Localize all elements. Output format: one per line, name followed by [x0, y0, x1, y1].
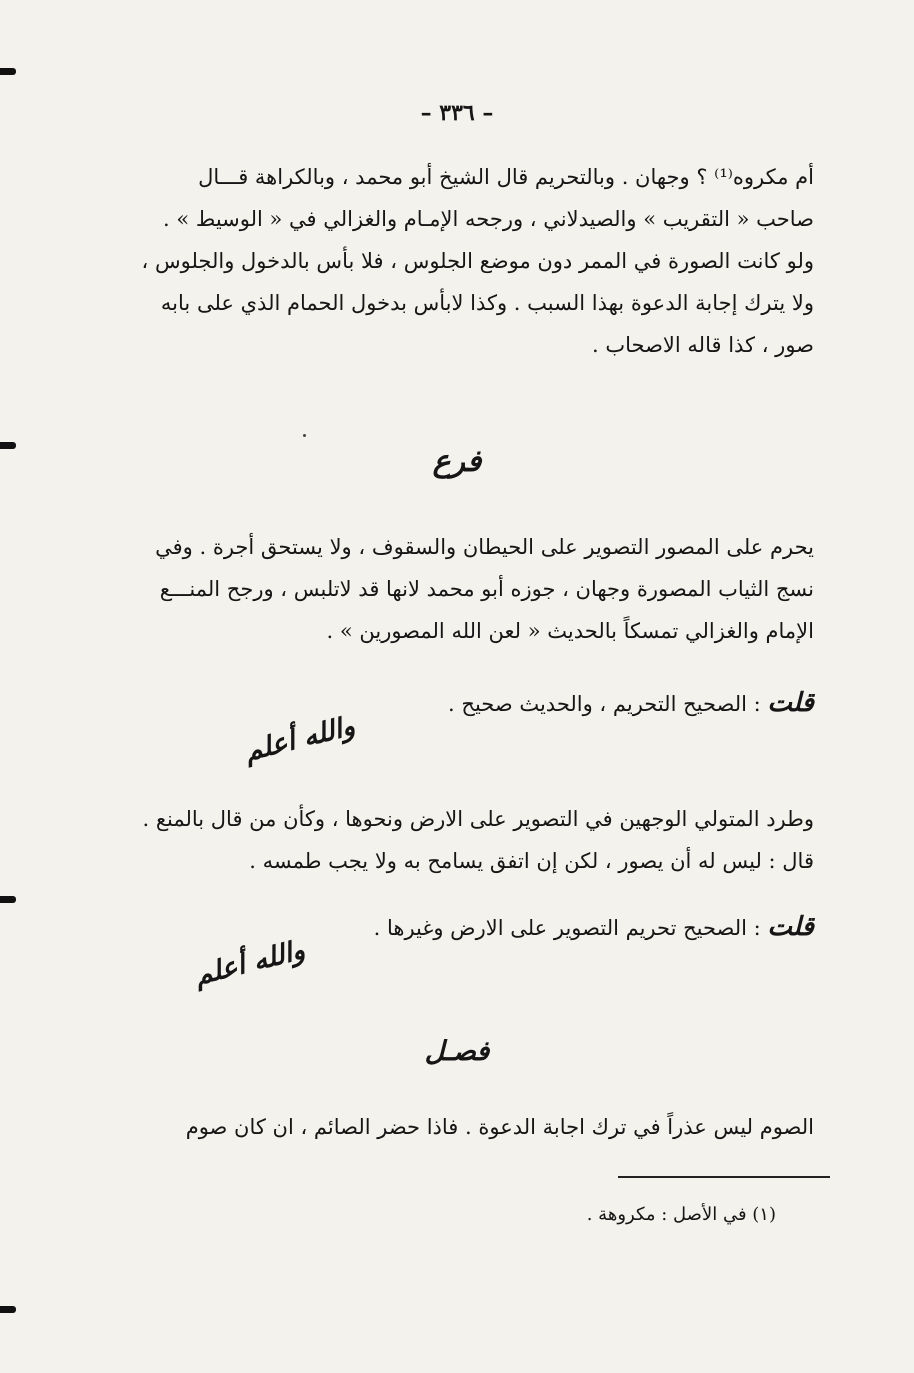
text-line: صور ، كذا قاله الاصحاب . [592, 333, 814, 357]
qult-label: قلت [767, 688, 814, 718]
text-line: أم مكروه⁽¹⁾ ؟ وجهان . وبالتحريم قال الشيخ أبو محمد ، وبالكراهة قـــال [198, 165, 814, 189]
text-line: وطرد المتولي الوجهين في التصوير على الارض ونحوها ، وكأن من قال بالمنع . [142, 807, 814, 831]
text-line: الصوم ليس عذراً في ترك اجابة الدعوة . فاذا حضر الصائم ، ان كان صوم [185, 1115, 814, 1139]
paragraph-3 [96, 798, 814, 882]
text-line: ولا يترك إجابة الدعوة بهذا السبب . وكذا لابأس بدخول الحمام الذي على بابه [160, 291, 814, 315]
text-line: قال : ليس له أن يصور ، لكن إن اتفق يسامح به ولا يجب طمسه . [249, 849, 814, 873]
text-line: نسج الثياب المصورة وجهان ، جوزه أبو محمد لانها قد لاتلبس ، ورجح المنـــع [159, 577, 814, 601]
page-number: – ٣٣٦ – [420, 100, 494, 126]
ink-speck [303, 434, 306, 437]
text-line: صاحب « التقريب » والصيدلاني ، ورجحه الإمـام والغزالي في « الوسيط » . [163, 207, 814, 231]
qult-text: : الصحيح التحريم ، والحديث صحيح . [448, 692, 761, 716]
paragraph-4 [96, 1106, 814, 1148]
qult-label: قلت [767, 912, 814, 942]
edge-mark [0, 896, 16, 903]
qult-statement-2 [374, 912, 814, 942]
qult-statement-1 [448, 688, 814, 718]
edge-mark [0, 68, 16, 75]
paragraph-1 [96, 156, 814, 366]
edge-mark [0, 1306, 16, 1313]
text-line: يحرم على المصور التصوير على الحيطان والسقوف ، ولا يستحق أجرة . وفي [155, 535, 814, 559]
closing-formula: والله أعلم [241, 710, 358, 768]
section-heading-far: فرع [432, 444, 482, 479]
qult-text: : الصحيح تحريم التصوير على الارض وغيرها . [373, 916, 761, 940]
closing-formula: والله أعلم [191, 934, 308, 992]
paragraph-2 [96, 526, 814, 652]
section-heading-fasl: فصـل [424, 1036, 490, 1067]
text-line: ولو كانت الصورة في الممر دون موضع الجلوس ، فلا بأس بالدخول والجلوس ، [141, 249, 814, 273]
text-line: الإمام والغزالي تمسكاً بالحديث « لعن الله المصورين » . [326, 619, 814, 643]
footnote-separator [618, 1176, 830, 1178]
footnote: (١) في الأصل : مكروهة . [586, 1204, 776, 1225]
